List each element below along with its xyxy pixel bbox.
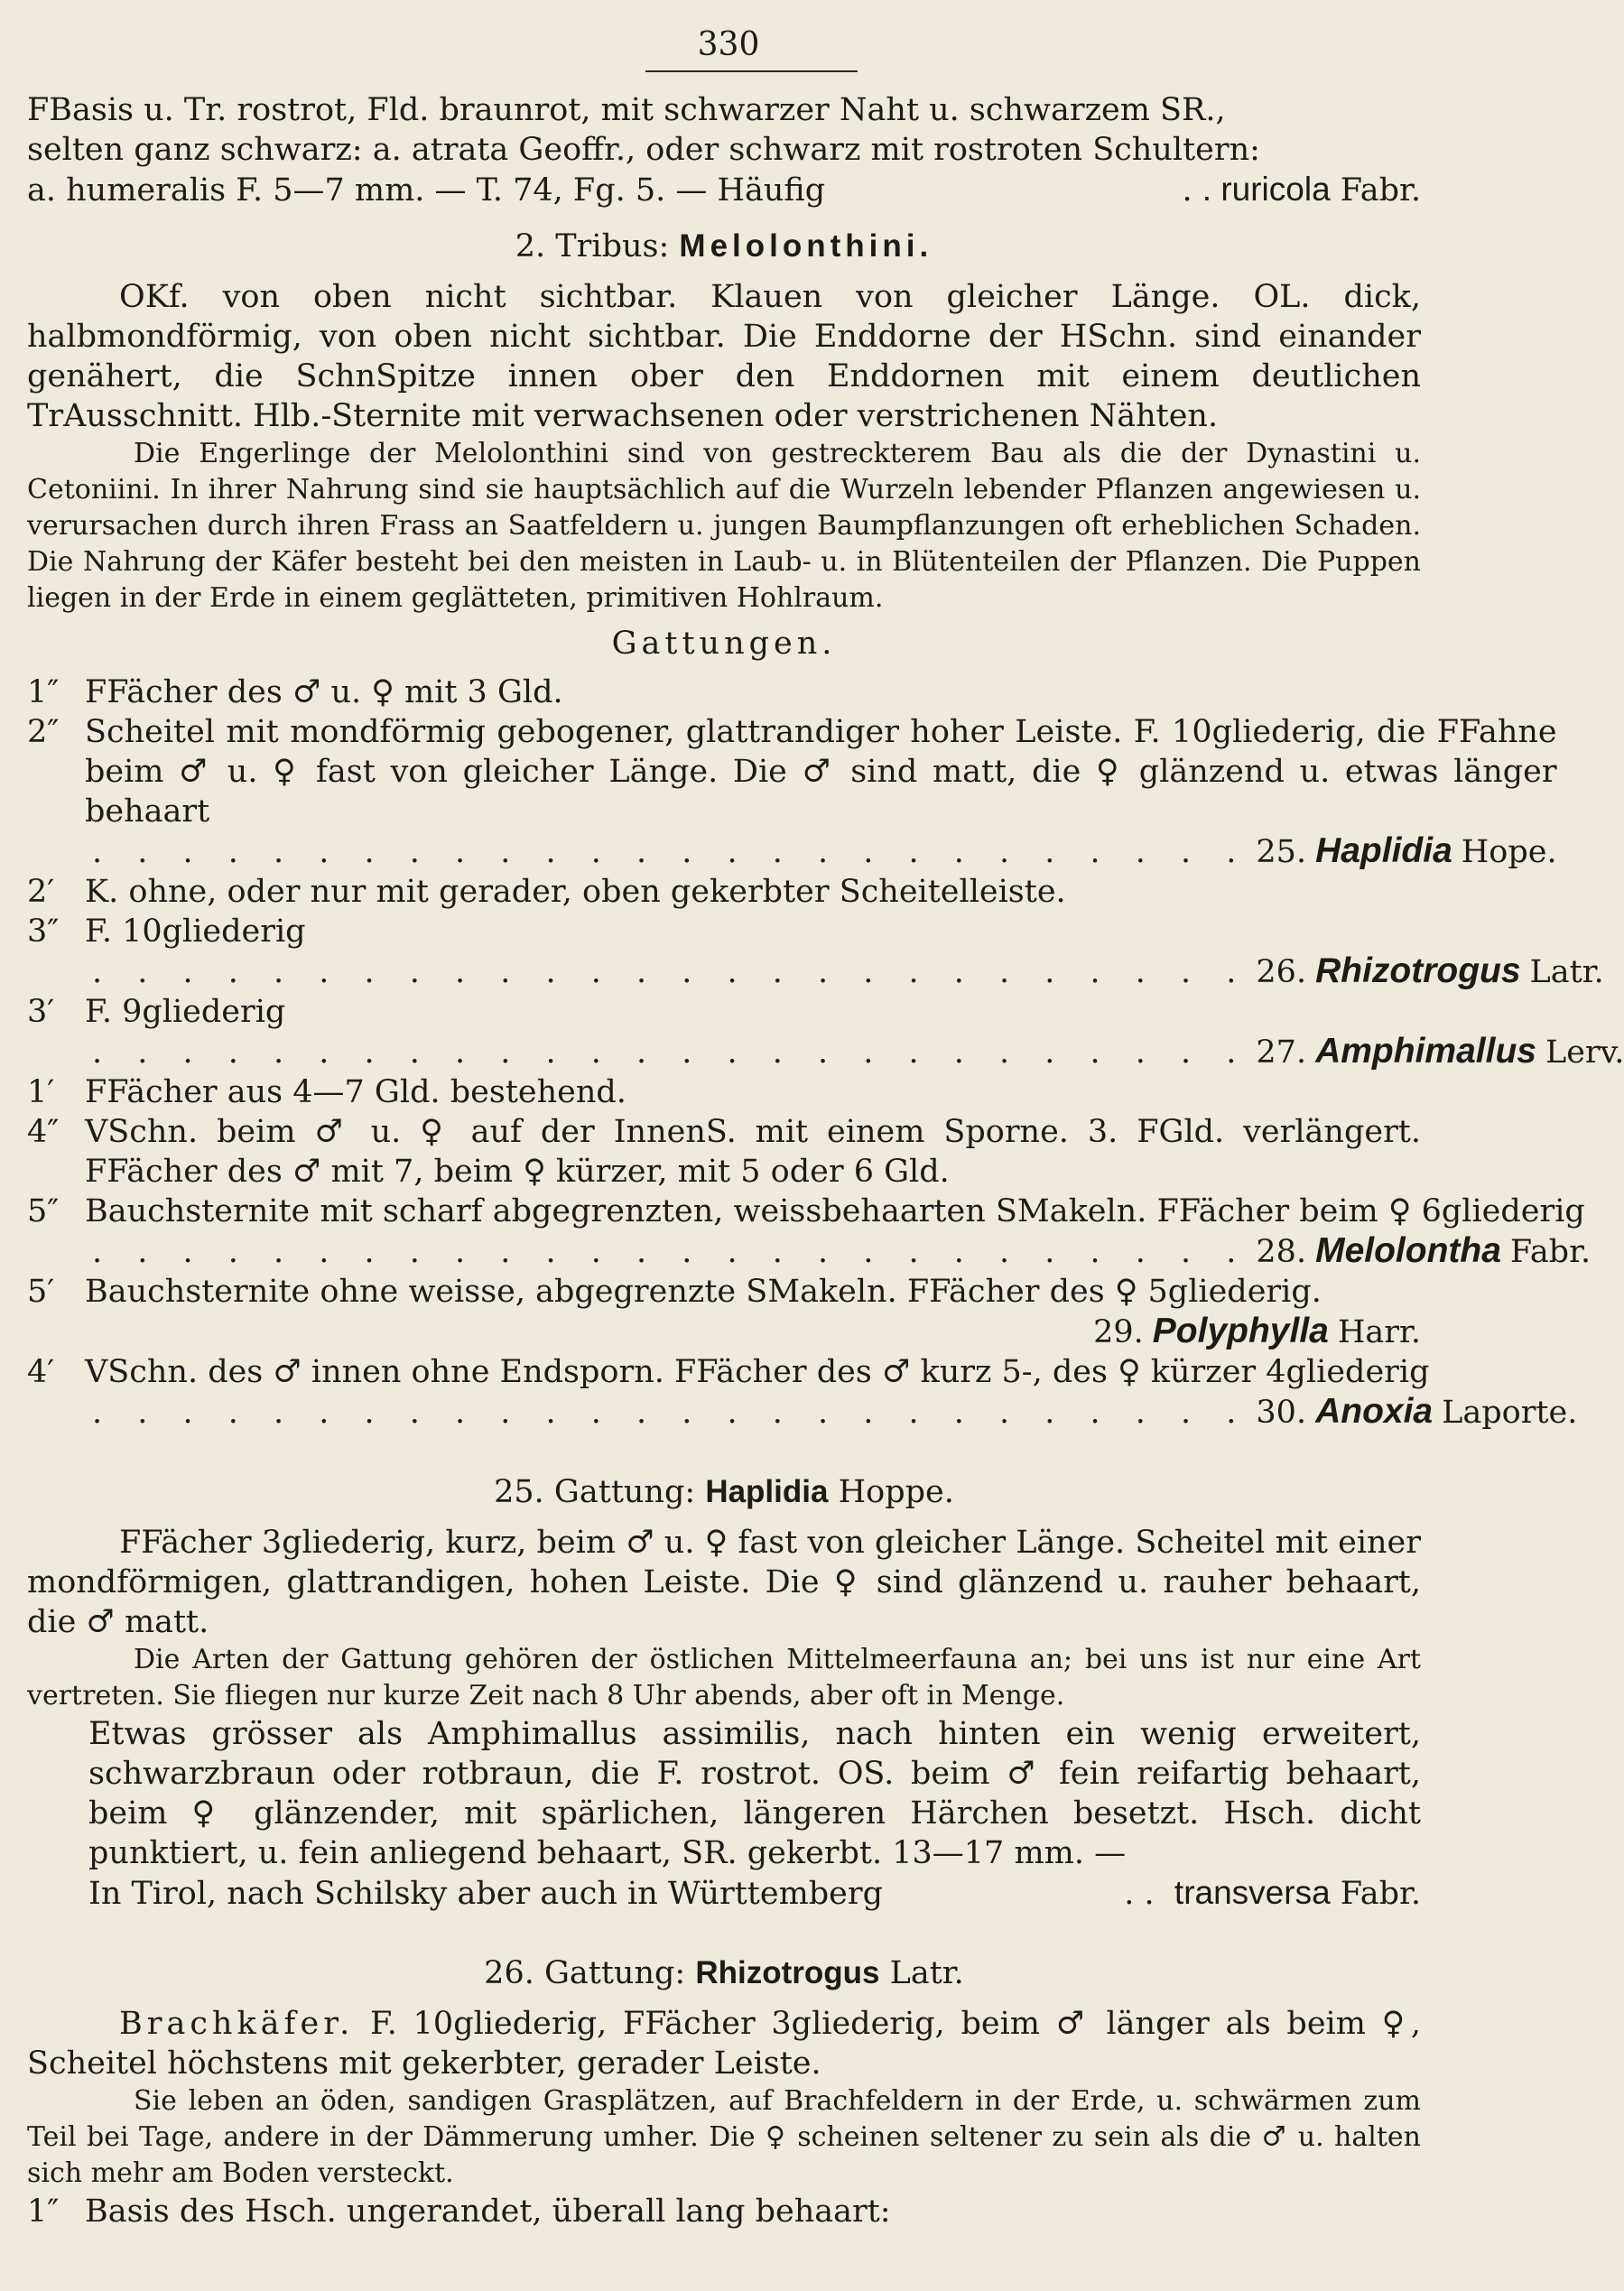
genus-author: Harr. [1337,1314,1421,1350]
genus-25-description: FFächer 3gliederig, kurz, beim ♂ u. ♀ fast von gleicher Länge. Scheitel mit einer mondförmigen, glattrandigen, hohen Leiste. Die ♀ sind glänzend u. rauher behaart, die ♂ matt. [27,1525,1421,1640]
genus-26-key-text: Basis des Hsch. ungerandet, überall lang behaart: [85,2194,891,2230]
key-body [85,872,1421,912]
key-body [85,1352,1577,1433]
genus-author: Latr. [1529,954,1604,990]
genus-25-heading [27,1472,1421,1512]
genus-name: Haplidia [1315,831,1452,870]
genus-name: Polyphylla [1152,1312,1329,1350]
species-transversa: transversa [1174,1874,1331,1911]
key-body [85,1112,1421,1192]
key-item [27,1112,1421,1192]
key-item [27,1192,1592,1272]
genus-ref-number: 27. [1256,1034,1307,1071]
key-text: VSchn. beim ♂ u. ♀ auf der InnenS. mit einem Sporne. 3. FGld. verlängert. FFächer des ♂ mit 7, beim ♀ kürzer, mit 5 oder 6 Gld. [85,1114,1421,1190]
key-text: FFächer des ♂ u. ♀ mit 3 Gld. [85,674,563,710]
genus-26-name: Rhizotrogus [695,1955,880,1990]
genus-ref-number: 28. [1256,1234,1307,1270]
genus-key [27,672,1624,1433]
key-item [27,992,1624,1072]
key-item [27,1352,1578,1433]
key-number: 1″ [27,674,60,710]
key-body [85,712,1557,872]
genus-25-species-description: Etwas grösser als Amphimallus assimilis, nach hinten ein wenig erweitert, schwarzbraun oder rotbraun, die F. rostrot. OS. beim ♂ fein reifartig behaart, beim ♀ glänzender, mit spärlichen, längeren Härchen besetzt. Hsch. dicht punktiert, u. fein anliegend behaart, SR. gekerbt. 13—17 mm. — [88,1716,1421,1871]
key-body [85,912,1604,992]
genus-25-species-line: In Tirol, nach Schilsky aber auch in Württemberg . . transversa Fabr. [88,1874,1421,1912]
key-text: Bauchsternite mit scharf abgegrenzten, weissbehaarten SMakeln. FFächer beim ♀ 6gliederig [85,1193,1585,1229]
key-number: 4′ [27,1354,55,1390]
key-item [27,712,1557,872]
genus-author: Laporte. [1442,1395,1578,1431]
key-body [85,1072,1421,1112]
key-text: Scheitel mit mondförmig gebogener, glattrandiger hoher Leiste. F. 10gliederig, die FFahne beim ♂ u. ♀ fast von gleicher Länge. Die ♂ sind matt, die ♀ glänzend u. etwas länger behaart [85,714,1557,830]
key-number: 5″ [27,1193,60,1229]
gattungen-heading: Gattungen. [611,626,837,662]
key-body [85,672,1421,712]
genus-name: Rhizotrogus [1315,951,1521,990]
genus-author: Hope. [1461,834,1557,870]
tribus-prefix: 2. Tribus: [515,228,670,264]
species-ruricola: . ruricola [1202,171,1331,208]
key-body [85,1192,1591,1272]
genus-25-name: Haplidia [705,1474,829,1509]
intro-line-2: selten ganz schwarz: a. atrata Geoffr., oder schwarz mit rostroten Schultern: [27,132,1260,168]
genus-ref-number: 30. [1256,1395,1307,1431]
key-item [27,1272,1421,1352]
genus-26-prefix: 26. Gattung: [484,1955,686,1991]
intro-line-3-text: a. humeralis F. 5—7 mm. — T. 74, Fg. 5. — Häufig [27,172,826,209]
key-text: Bauchsternite ohne weisse, abgegrenzte SMakeln. FFächer des ♀ 5gliederig. [85,1274,1322,1310]
genus-26-key-item [27,2192,1421,2231]
key-item [27,1072,1421,1112]
intro-line-3 [27,170,1421,210]
intro-paragraph [27,90,1421,210]
leader-dots: . . . . . . . . . . . . . . . . . . . . . . . . . . [92,834,1249,870]
genus-25-species-locality: In Tirol, nach Schilsky aber auch in Württemberg [88,1876,884,1912]
genus-name: Melolontha [1315,1231,1501,1270]
genus-name: Amphimallus [1315,1032,1536,1071]
genus-26-common-name: Brachkäfer. [119,2006,355,2042]
genus-26-description [27,2004,1421,2083]
tribus-note: Die Engerlinge der Melolonthini sind von gestreckterem Bau als die der Dynastini u. Cetoniini. In ihrer Nahrung sind sie hauptsächlich auf die Wurzeln lebender Pflanzen angewiesen u. verursachen durch ihren Frass an Saatfeldern u. jungen Baumpflanzungen oft erheblichen Schaden. Die Nahrung der Käfer besteht bei den meisten in Laub- u. in Blütenteilen der Pflanzen. Die Puppen liegen in der Erde in einem geglätteten, primitiven Hohlraum. [27,438,1421,614]
genus-name: Anoxia [1315,1392,1434,1431]
intro-line-1: FBasis u. Tr. rostrot, Fld. braunrot, mit schwarzer Naht u. schwarzem SR., [27,92,1226,128]
genus-ref-number: 29. [1093,1314,1144,1350]
leader-dots: . . . . . . . . . . . . . . . . . . . . . . . . . . [92,1395,1249,1431]
page-number: 330 [697,26,760,63]
genus-26-description-text: F. 10gliederig, FFächer 3gliederig, beim ♂ länger als beim ♀, Scheitel höchstens mit gekerbter, gerader Leiste. [27,2006,1421,2082]
genus-26-key-number: 1″ [27,2194,60,2230]
genus-25-author: Hoppe. [838,1474,954,1510]
key-number: 2′ [27,874,55,910]
genus-26-author: Latr. [889,1955,964,1991]
key-text: F. 10gliederig [85,914,306,950]
key-number: 5′ [27,1274,55,1310]
genus-ref-number: 26. [1256,954,1307,990]
tribus-heading [27,227,1421,266]
key-item [27,672,1421,712]
key-number: 3′ [27,994,55,1030]
key-body [85,992,1624,1072]
key-text: VSchn. des ♂ innen ohne Endsporn. FFächer des ♂ kurz 5-, des ♀ kürzer 4gliederig [85,1354,1430,1390]
key-number: 2″ [27,714,60,750]
genus-author: Lerv. [1545,1034,1624,1071]
key-number: 4″ [27,1114,60,1150]
genus-ref-number: 25. [1256,834,1307,870]
genus-26-heading [27,1953,1421,1993]
key-number: 1′ [27,1074,55,1110]
header-rule [645,70,858,72]
tribus-description: OKf. von oben nicht sichtbar. Klauen von gleicher Länge. OL. dick, halbmondförmig, von oben nicht sichtbar. Die Enddorne der HSchn. sind einander genähert, die SchnSpitze innen ober den Enddornen mit einem deutlichen TrAusschnitt. Hlb.-Sternite mit verwachsenen oder verstrichenen Nähten. [27,279,1421,434]
key-text: F. 9gliederig [85,994,286,1030]
species-transversa-author: Fabr. [1340,1876,1421,1912]
species-ruricola-author: Fabr. [1340,172,1421,209]
genus-25-prefix: 25. Gattung: [494,1474,696,1510]
genus-26-note: Sie leben an öden, sandigen Grasplätzen, auf Brachfeldern in der Erde, u. schwärmen zum Teil bei Tage, andere in der Dämmerung umher. Die ♀ scheinen seltener zu sein als die ♂ u. halten sich mehr am Boden versteckt. [27,2085,1421,2189]
key-text: K. ohne, oder nur mit gerader, oben gekerbter Scheitelleiste. [85,874,1066,910]
key-item [27,872,1421,912]
genus-author: Fabr. [1509,1234,1592,1270]
key-number: 3″ [27,914,60,950]
leader-dots: . . . . . . . . . . . . . . . . . . . . . . . . . . [92,954,1249,990]
key-text: FFächer aus 4—7 Gld. bestehend. [85,1074,626,1110]
key-body [85,1272,1421,1352]
leader-dots: . . . . . . . . . . . . . . . . . . . . . . . . . . [92,1234,1249,1270]
key-item [27,912,1604,992]
leader-dots: . . . . . . . . . . . . . . . . . . . . . . . . . . [92,1034,1249,1071]
species-ruricola-dot: . [1182,172,1202,209]
tribus-name: Melolonthini. [679,228,933,264]
genus-25-note: Die Arten der Gattung gehören der östlichen Mittelmeerfauna an; bei uns ist nur eine Art vertreten. Sie fliegen nur kurze Zeit nach 8 Uhr abends, aber oft in Menge. [27,1644,1421,1711]
